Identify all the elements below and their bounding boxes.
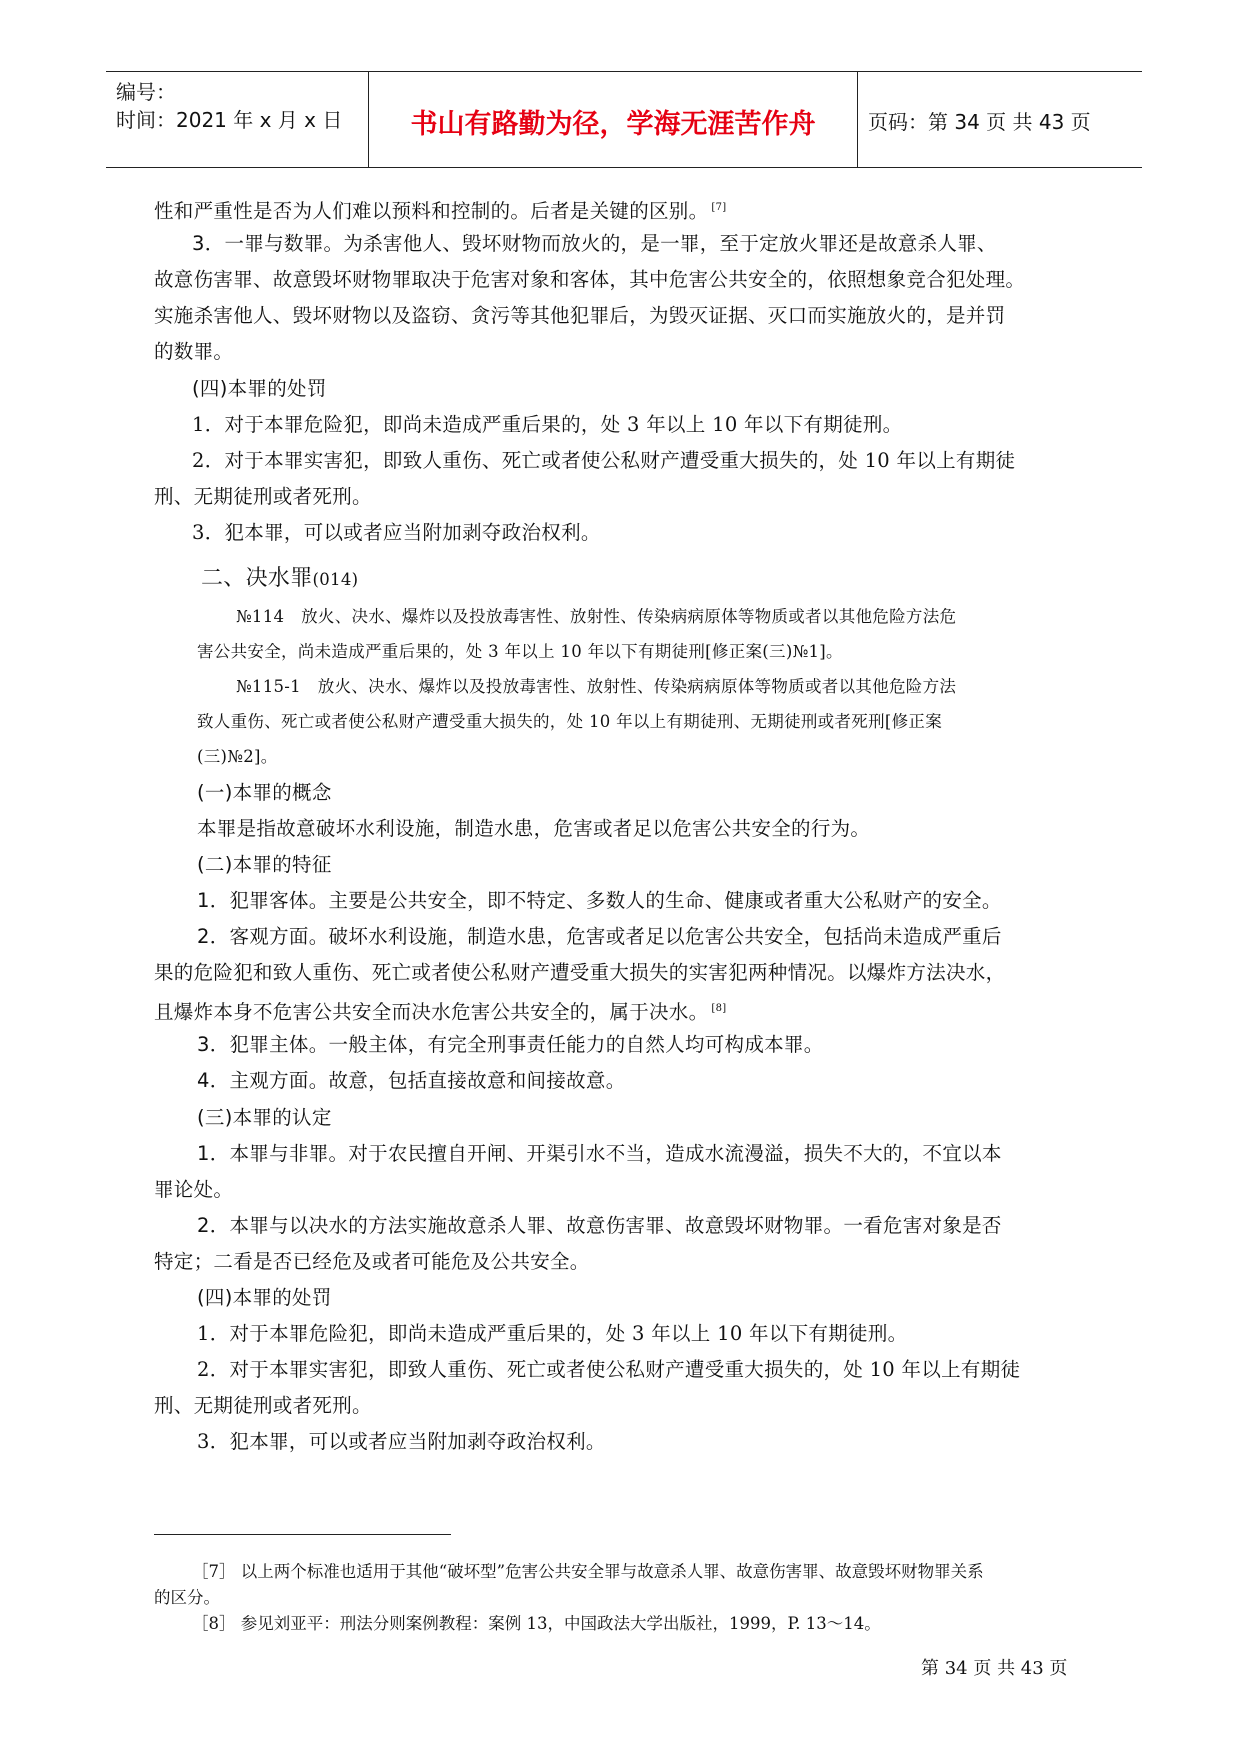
doc-number-label: 编号： — [116, 80, 176, 104]
header-motto-cell — [368, 72, 858, 167]
text-line: 1．对于本罪危险犯，即尚未造成严重后果的，处 3 年以上 10 年以下有期徒刑。 — [197, 1322, 908, 1345]
statute-line: (三)№2]。 — [197, 747, 278, 766]
text-line: 4．主观方面。故意，包括直接故意和间接故意。 — [197, 1069, 626, 1092]
section-heading: (三)本罪的认定 — [197, 1106, 332, 1129]
text-line: 1．对于本罪危险犯，即尚未造成严重后果的，处 3 年以上 10 年以下有期徒刑。 — [192, 413, 903, 436]
text-line: 的数罪。 — [154, 340, 234, 363]
text-line: 实施杀害他人、毁坏财物以及盗窃、贪污等其他犯罪后，为毁灭证据、灭口而实施放火的，是并罚 — [154, 304, 1006, 327]
statute-line: №114 放火、决水、爆炸以及投放毒害性、放射性、传染病病原体等物质或者以其他危险方法危 — [236, 607, 957, 626]
text-line: 2．本罪与以决水的方法实施故意杀人罪、故意伤害罪、故意毁坏财物罪。一看危害对象是否 — [197, 1214, 1002, 1237]
bold-mid: 危害或者足以危害 — [553, 817, 712, 840]
section-heading: (二)本罪的特征 — [197, 853, 332, 876]
footnote-ref: [8] — [711, 1003, 727, 1014]
text-line: 1．犯罪客体。主要是公共安全，即不特定、多数人的生命、健康或者重大公私财产的安全。 — [197, 889, 1002, 912]
section-heading: (一)本罪的概念 — [197, 781, 332, 804]
bold-lead: 3．犯罪主体。 — [197, 1033, 329, 1056]
statute-line: №115-1 放火、决水、爆炸以及投放毒害性、放射性、传染病病原体等物质或者以其他危险方法 — [236, 677, 957, 696]
text-line: 刑、无期徒刑或者死刑。 — [154, 1394, 372, 1417]
bold-lead: 1．本罪与非罪。 — [197, 1142, 349, 1165]
chapter-heading: 二、决水罪(014) — [201, 566, 359, 591]
motto: 书山有路勤为径，学海无涯苦作舟 — [410, 109, 816, 140]
bold-lead: 4．主观方面。 — [197, 1069, 329, 1092]
header-page-cell — [857, 72, 1142, 167]
text-line: 且爆炸本身不危害公共安全而决水危害公共安全的，属于决水。 [8] — [154, 1000, 727, 1024]
header-meta-cell — [106, 72, 368, 167]
footnote-divider — [154, 1534, 451, 1535]
doc-time-label: 时间：2021 年 x 月 x 日 — [116, 108, 343, 132]
text-line: 3．一罪与数罪。为杀害他人、毁坏财物而放火的，是一罪，至于定放火罪还是故意杀人罪、 — [192, 232, 997, 255]
header-page-number: 页码：第 34 页 共 43 页 — [868, 110, 1091, 134]
text-line: 3．犯本罪，可以或者应当附加剥夺政治权利。 — [192, 521, 601, 544]
footnote: 的区分。 — [154, 1588, 220, 1607]
footnote: ［7］ 以上两个标准也适用于其他“破坏型”危害公共安全罪与故意杀人罪、故意伤害罪、故意毁坏财物罪关系 — [192, 1562, 984, 1581]
text-line: 特定；二看是否已经危及或者可能危及公共安全。 — [154, 1250, 590, 1273]
page-footer-number: 第 34 页 共 43 页 — [921, 1658, 1068, 1679]
section-heading: (四)本罪的处罚 — [192, 377, 327, 400]
text-line: 故意伤害罪、故意毁坏财物罪取决于危害对象和客体，其中危害公共安全的，依照想象竞合犯处理。 — [154, 268, 1026, 291]
text-line: 2．客观方面。破坏水利设施，制造水患，危害或者足以危害公共安全，包括尚未造成严重后 — [197, 925, 1002, 948]
statute-line: 致人重伤、死亡或者使公私财产遭受重大损失的，处 10 年以上有期徒刑、无期徒刑或者死刑[修正案 — [197, 712, 943, 731]
bold-lead: 2．客观方面。 — [197, 925, 329, 948]
text-line: 刑、无期徒刑或者死刑。 — [154, 485, 372, 508]
text-line: 性和严重性是否为人们难以预料和控制的。后者是关键的区别。 [7] — [154, 199, 727, 223]
text-line: 1．本罪与非罪。对于农民擅自开闸、开渠引水不当，造成水流漫溢，损失不大的，不宜以本 — [197, 1142, 1002, 1165]
bold-lead: 1．犯罪客体。 — [197, 889, 329, 912]
page-header — [106, 71, 1142, 168]
text-line: 2．对于本罪实害犯，即致人重伤、死亡或者使公私财产遭受重大损失的，处 10 年以上有期徒 — [197, 1358, 1021, 1381]
bold-lead: 3．一罪与数罪。 — [192, 232, 344, 255]
text-line: 果的危险犯和致人重伤、死亡或者使公私财产遭受重大损失的实害犯两种情况。以爆炸方法决水， — [154, 961, 1006, 984]
text-line: 罪论处。 — [154, 1178, 234, 1201]
footnote-ref: [7] — [711, 202, 727, 213]
section-heading: (四)本罪的处罚 — [197, 1286, 332, 1309]
text-line: 2．对于本罪实害犯，即致人重伤、死亡或者使公私财产遭受重大损失的，处 10 年以上有期徒 — [192, 449, 1016, 472]
text-line: 3．犯罪主体。一般主体，有完全刑事责任能力的自然人均可构成本罪。 — [197, 1033, 824, 1056]
text-line: 3．犯本罪，可以或者应当附加剥夺政治权利。 — [197, 1430, 606, 1453]
footnote: ［8］ 参见刘亚平：刑法分则案例教程：案例 13，中国政法大学出版社，1999，P. 13～14。 — [192, 1614, 881, 1633]
text-line: 本罪是指故意破坏水利设施，制造水患，危害或者足以危害公共安全的行为。 — [197, 817, 871, 840]
bold-lead: 2．本罪与以决水的方法实施故意杀人罪、故意伤害罪、故意毁坏财物罪。 — [197, 1214, 844, 1237]
statute-line: 害公共安全，尚未造成严重后果的，处 3 年以上 10 年以下有期徒刑[修正案(三)№1]。 — [197, 642, 843, 661]
